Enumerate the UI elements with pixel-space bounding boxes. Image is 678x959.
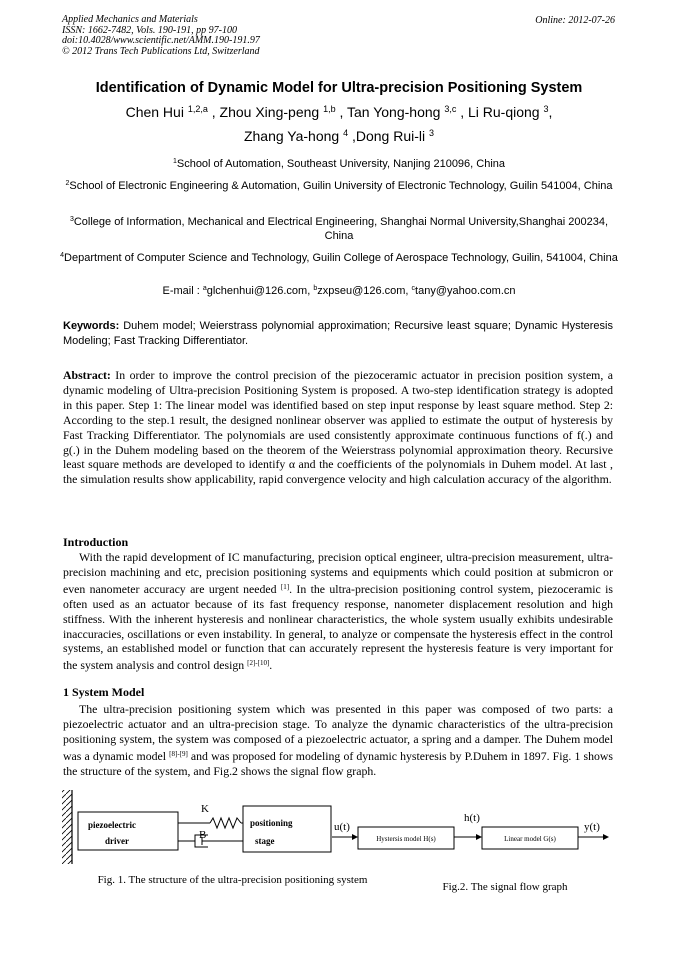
keywords-label: Keywords:: [63, 320, 120, 332]
paragraph-text: and was proposed for modeling of dynamic hysteresis by P.Duhem in 1897. Fig. 1 shows the structure of the system, and Fig.2 shows the signal flow graph.: [63, 748, 613, 778]
citation: [8]-[9]: [169, 749, 188, 758]
spring-icon: [210, 818, 241, 828]
author-sep: ,: [548, 104, 553, 120]
author-name: , Tan Yong-hong: [339, 104, 441, 120]
figure-1-caption: Fig. 1. The structure of the ultra-precision positioning system: [97, 874, 368, 886]
journal-issn: ISSN: 1662-7482, Vols. 190-191, pp 97-100: [62, 24, 237, 36]
abstract-text: In order to improve the control precision of the piezoceramic actuator in precision position system, a dynamic modeling of Ultra-precision Positioning System is proposed. A two-step identification strategy is adopted in this paper. Step 1: The linear model was identified based on step input response by least square method. Step 2: According to the step.1 result, the designed nonlinear observer was applied to estimate the output of hysteresis by Fast Tracking Differentiator. The polynomials are used consistently approximate continuous functions of f(.) and g(.) in the Duhem modeling based on the theorem of the Weierstrass polynomial approximation theory. Recursive least square methods are developed to identify α and the coefficients of the polynomials in Duhem model. At last , the simulation results show applicability, rapid convergence velocity and high calculation accuracy of the algorithm.: [63, 368, 613, 487]
author-line-1: [0, 104, 678, 120]
input-signal-label: u(t): [334, 821, 350, 833]
author-name: ,Dong Rui-li: [351, 128, 426, 144]
affiliation-text: School of Electronic Engineering & Automation, Guilin University of Electronic Technology, Guilin 541004, China: [69, 180, 613, 192]
affiliation-1: [60, 155, 618, 171]
email-line: [0, 285, 678, 297]
online-date: Online: 2012-07-26: [535, 15, 615, 26]
author-line-2: [0, 128, 678, 144]
spring-label: K: [201, 803, 209, 815]
paper-title: Identification of Dynamic Model for Ultra-precision Positioning System: [95, 80, 583, 96]
affiliation-num: 1: [172, 158, 177, 165]
output-signal-label: y(t): [584, 821, 600, 833]
affiliation-4: [60, 249, 618, 265]
system-model-paragraph: [63, 702, 613, 779]
email-address: zxpseu@126.com,: [317, 285, 412, 297]
journal-name: Applied Mechanics and Materials: [62, 14, 198, 25]
affiliation-num: 2: [65, 180, 70, 187]
keywords-text: Duhem model; Weierstrass polynomial approximation; Recursive least square; Dynamic Hysteresis Modeling; Fast Tracking Differentiator.: [63, 320, 613, 347]
driver-label-2: driver: [105, 836, 129, 846]
author-sup: 3: [543, 104, 549, 114]
affiliation-text: Department of Computer Science and Technology, Guilin College of Aerospace Technology, Guilin, 541004, China: [64, 252, 618, 264]
author-name: Zhang Ya-hong: [243, 128, 340, 144]
section-heading-system-model: 1 System Model: [63, 685, 145, 699]
author-sup: 3: [429, 128, 435, 138]
affiliation-text: School of Automation, Southeast University, Nanjing 210096, China: [176, 158, 506, 170]
email-sup: b: [313, 285, 318, 292]
email-sup: c: [411, 285, 416, 292]
citation: [2]-[10]: [247, 659, 270, 668]
affiliation-num: 3: [69, 216, 74, 223]
stage-label-1: positioning: [250, 818, 293, 828]
email-address: tany@yahoo.com.cn: [415, 285, 516, 297]
paragraph-text: .: [269, 658, 273, 673]
section-heading-introduction: Introduction: [63, 535, 129, 549]
email-address: glchenhui@126.com,: [206, 285, 314, 297]
paragraph-text: With the rapid development of IC manufacturing, precision optical engineer, ultra-precision measurement, ultra-precision machining and etc, precision positioning systems and equipments which could position at submicron or even nanometer accuracy are urgent needed: [63, 550, 613, 596]
introduction-paragraph: [63, 550, 613, 673]
driver-label-1: piezoelectric: [88, 820, 136, 830]
damper-label: B: [199, 829, 207, 841]
email-sup: a: [202, 285, 207, 292]
journal-doi: doi:10.4028/www.scientific.net/AMM.190-191.97: [62, 35, 260, 46]
author-sup: 1,b: [323, 104, 336, 114]
mid-signal-label: h(t): [464, 812, 480, 824]
fixed-wall: [62, 790, 72, 864]
email-prefix: E-mail :: [162, 285, 203, 297]
journal-header: [62, 15, 260, 57]
author-name: Chen Hui: [125, 104, 184, 120]
abstract: [63, 368, 613, 487]
paragraph-text: . In the ultra-precision positioning control system, piezoceramic is often used as an actuator because of its fast frequency response, nanometer displacement resolution and high stiffness. With the inherent hysteresis and nonlinear characteristics, the whole system usually exhibits undesirable inaccuracies, oscillations or even instability. In general, to analyze or compensate the hysteresis effect in the control systems, an established model or function that can accurately represent the hysteresis feature is very important for the system analysis and control design: [63, 581, 613, 673]
affiliation-num: 4: [60, 252, 65, 259]
figure-2-signal-flow: [332, 810, 612, 865]
author-name: , Li Ru-qiong: [460, 104, 540, 120]
hysteresis-block-label: Hystersis model H(s): [376, 835, 436, 843]
paragraph-text: The ultra-precision positioning system which was presented in this paper was composed of two parts: a piezoelectric actuator and an ultra-precision stage. To analyze the dynamic characteristics of the ultra-precision positioning system, the system was composed of a piezoelectric actuator, a spring and a damper. The Duhem model was a dynamic model: [63, 702, 613, 763]
affiliation-3: [60, 213, 618, 243]
keywords: [63, 319, 613, 349]
stage-label-2: stage: [255, 836, 275, 846]
journal-copyright: © 2012 Trans Tech Publications Ltd, Switzerland: [62, 45, 260, 57]
figure-1-structure: [60, 788, 335, 868]
author-sup: 3,c: [444, 104, 457, 114]
affiliation-2: [60, 177, 618, 193]
affiliation-text: College of Information, Mechanical and Electrical Engineering, Shanghai Normal University,Shanghai 200234, China: [73, 216, 609, 242]
citation: [1]: [280, 582, 290, 591]
linear-block-label: Linear model G(s): [504, 835, 556, 843]
abstract-label: Abstract:: [63, 368, 111, 382]
author-sup: 1,2,a: [187, 104, 208, 114]
figure-2-caption: Fig.2. The signal flow graph: [442, 881, 568, 893]
author-name: , Zhou Xing-peng: [211, 104, 320, 120]
author-sup: 4: [343, 128, 349, 138]
